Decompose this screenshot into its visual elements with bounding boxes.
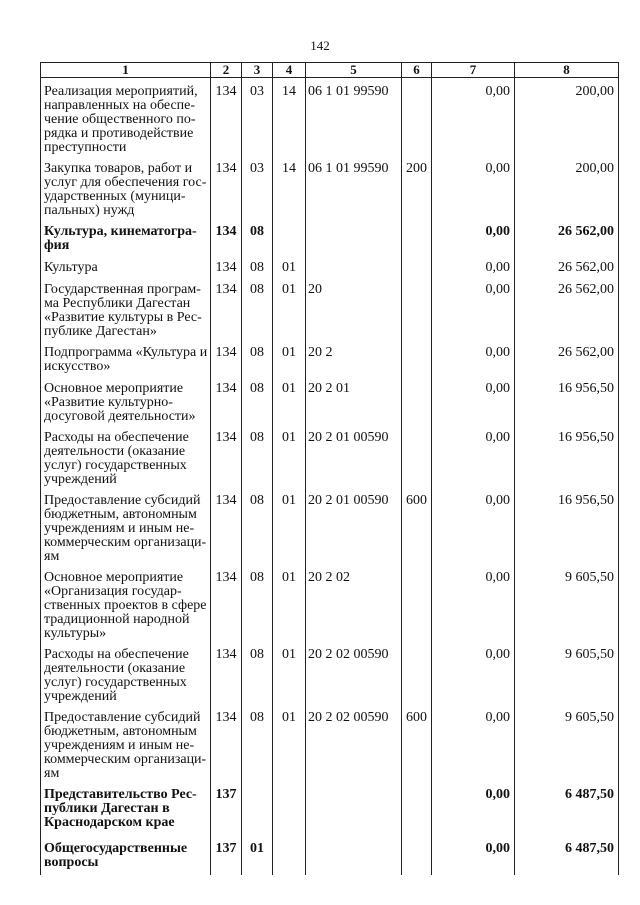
table-cell: 26 562,00 xyxy=(515,254,619,276)
row-label-cell: Основное мероприятие «Развитие культурно-досуговой деятельности» xyxy=(41,375,211,424)
table-cell: 600 xyxy=(402,487,432,564)
table-cell: 134 xyxy=(211,375,242,424)
table-cell: 01 xyxy=(273,339,306,375)
table-header-row xyxy=(41,63,619,78)
row-label-cell: Закупка товаров, работ и услуг для обеспечения гос-ударственных (муници-пальных) нужд xyxy=(41,155,211,218)
column-header: 8 xyxy=(515,63,619,78)
table-cell xyxy=(273,835,306,875)
table-cell: 0,00 xyxy=(432,835,515,875)
table-row xyxy=(41,564,619,641)
table-cell xyxy=(306,218,402,254)
table-cell: 01 xyxy=(273,375,306,424)
table-cell: 0,00 xyxy=(432,375,515,424)
table-cell: 134 xyxy=(211,704,242,781)
table-row xyxy=(41,339,619,375)
table-cell: 01 xyxy=(242,835,273,875)
table-cell xyxy=(402,781,432,835)
table-cell: 03 xyxy=(242,155,273,218)
table-cell: 9 605,50 xyxy=(515,641,619,704)
table-cell: 06 1 01 99590 xyxy=(306,78,402,156)
table-cell: 0,00 xyxy=(432,564,515,641)
row-label-cell: Предоставление субсидий бюджетным, автономным учреждениям и иным не-коммерческим организаци-ям xyxy=(41,704,211,781)
table-row xyxy=(41,781,619,835)
table-cell: 01 xyxy=(273,487,306,564)
page-number: 142 xyxy=(310,38,330,53)
table-cell: 20 2 02 00590 xyxy=(306,641,402,704)
table-row xyxy=(41,375,619,424)
table-cell: 9 605,50 xyxy=(515,704,619,781)
table-cell: 0,00 xyxy=(432,704,515,781)
table-cell xyxy=(402,641,432,704)
row-label-cell: Расходы на обеспечение деятельности (оказание услуг) государственных учреждений xyxy=(41,641,211,704)
table-cell: 600 xyxy=(402,704,432,781)
table-cell: 20 2 01 xyxy=(306,375,402,424)
table-cell: 200 xyxy=(402,155,432,218)
row-label-cell: Предоставление субсидий бюджетным, автономным учреждениям и иным не-коммерческим организаци-ям xyxy=(41,487,211,564)
table-row xyxy=(41,704,619,781)
table-cell: 20 2 02 xyxy=(306,564,402,641)
table-row xyxy=(41,78,619,156)
table-cell: 01 xyxy=(273,424,306,487)
table-cell: 137 xyxy=(211,781,242,835)
table-cell xyxy=(402,254,432,276)
table-cell xyxy=(402,564,432,641)
table-cell: 08 xyxy=(242,339,273,375)
table-cell: 0,00 xyxy=(432,276,515,339)
table-cell: 134 xyxy=(211,339,242,375)
table-cell: 134 xyxy=(211,564,242,641)
row-label-cell: Основное мероприятие «Организация государ-ственных проектов в сфере традиционной народной культуры» xyxy=(41,564,211,641)
column-header: 5 xyxy=(306,63,402,78)
table-cell xyxy=(273,218,306,254)
table-row xyxy=(41,487,619,564)
row-label-cell: Представительство Рес-публики Дагестан в Краснодарском крае xyxy=(41,781,211,835)
table-cell: 0,00 xyxy=(432,487,515,564)
table-cell xyxy=(402,218,432,254)
column-header: 2 xyxy=(211,63,242,78)
row-label-cell: Общегосударственные вопросы xyxy=(41,835,211,875)
table-cell: 200,00 xyxy=(515,78,619,156)
table-cell xyxy=(402,78,432,156)
table-cell: 08 xyxy=(242,424,273,487)
table-cell: 134 xyxy=(211,276,242,339)
table-cell: 134 xyxy=(211,254,242,276)
table-cell: 6 487,50 xyxy=(515,781,619,835)
row-label-cell: Государственная програм-ма Республики Дагестан «Развитие культуры в Рес-публике Дагестан» xyxy=(41,276,211,339)
table-cell xyxy=(306,835,402,875)
table-cell: 134 xyxy=(211,487,242,564)
table-cell: 14 xyxy=(273,155,306,218)
table-cell: 20 2 xyxy=(306,339,402,375)
table-cell: 0,00 xyxy=(432,155,515,218)
table-cell: 08 xyxy=(242,254,273,276)
table-cell: 26 562,00 xyxy=(515,339,619,375)
row-label-cell: Культура xyxy=(41,254,211,276)
table-cell: 134 xyxy=(211,78,242,156)
table-cell: 08 xyxy=(242,487,273,564)
table-cell: 03 xyxy=(242,78,273,156)
table-cell xyxy=(402,339,432,375)
table-cell: 20 2 01 00590 xyxy=(306,424,402,487)
table-cell: 08 xyxy=(242,276,273,339)
table-row xyxy=(41,155,619,218)
table-cell: 6 487,50 xyxy=(515,835,619,875)
table-cell: 08 xyxy=(242,641,273,704)
table-cell: 01 xyxy=(273,276,306,339)
row-label-cell: Реализация мероприятий, направленных на обеспе-чение общественного по-рядка и противодействие преступности xyxy=(41,78,211,156)
table-cell: 20 2 02 00590 xyxy=(306,704,402,781)
table-cell: 26 562,00 xyxy=(515,276,619,339)
table-cell: 08 xyxy=(242,704,273,781)
row-label-cell: Расходы на обеспечение деятельности (оказание услуг) государственных учреждений xyxy=(41,424,211,487)
table-cell: 0,00 xyxy=(432,218,515,254)
table-cell: 14 xyxy=(273,78,306,156)
table-cell xyxy=(402,375,432,424)
table-cell: 0,00 xyxy=(432,339,515,375)
table-cell xyxy=(402,276,432,339)
table-cell: 134 xyxy=(211,218,242,254)
table-cell xyxy=(402,424,432,487)
table-cell: 01 xyxy=(273,254,306,276)
table-cell: 26 562,00 xyxy=(515,218,619,254)
table-cell: 0,00 xyxy=(432,641,515,704)
table-row xyxy=(41,218,619,254)
table-cell: 16 956,50 xyxy=(515,375,619,424)
table-cell: 200,00 xyxy=(515,155,619,218)
table-cell: 01 xyxy=(273,641,306,704)
table-cell xyxy=(402,835,432,875)
table-cell: 134 xyxy=(211,641,242,704)
table-cell: 134 xyxy=(211,424,242,487)
table-cell: 01 xyxy=(273,704,306,781)
table-cell: 01 xyxy=(273,564,306,641)
table-cell: 20 2 01 00590 xyxy=(306,487,402,564)
table-cell: 0,00 xyxy=(432,78,515,156)
table-cell: 134 xyxy=(211,155,242,218)
column-header: 4 xyxy=(273,63,306,78)
column-header: 1 xyxy=(41,63,211,78)
table-cell: 16 956,50 xyxy=(515,487,619,564)
table-row xyxy=(41,254,619,276)
table-cell: 137 xyxy=(211,835,242,875)
column-header: 6 xyxy=(402,63,432,78)
column-header: 3 xyxy=(242,63,273,78)
table-cell: 16 956,50 xyxy=(515,424,619,487)
row-label-cell: Культура, кинематогра-фия xyxy=(41,218,211,254)
table-cell: 08 xyxy=(242,564,273,641)
row-label-cell: Подпрограмма «Культура и искусство» xyxy=(41,339,211,375)
table-row xyxy=(41,424,619,487)
table-row xyxy=(41,835,619,875)
table-cell: 06 1 01 99590 xyxy=(306,155,402,218)
table-cell: 0,00 xyxy=(432,424,515,487)
table-row xyxy=(41,276,619,339)
table-cell: 9 605,50 xyxy=(515,564,619,641)
table-cell: 0,00 xyxy=(432,781,515,835)
table-cell xyxy=(273,781,306,835)
table-cell: 0,00 xyxy=(432,254,515,276)
table-cell xyxy=(306,254,402,276)
table-cell: 08 xyxy=(242,218,273,254)
table-cell xyxy=(242,781,273,835)
table-row xyxy=(41,641,619,704)
table-cell: 20 xyxy=(306,276,402,339)
budget-table xyxy=(40,62,619,875)
table-cell: 08 xyxy=(242,375,273,424)
table-cell xyxy=(306,781,402,835)
column-header: 7 xyxy=(432,63,515,78)
table-body xyxy=(41,78,619,876)
